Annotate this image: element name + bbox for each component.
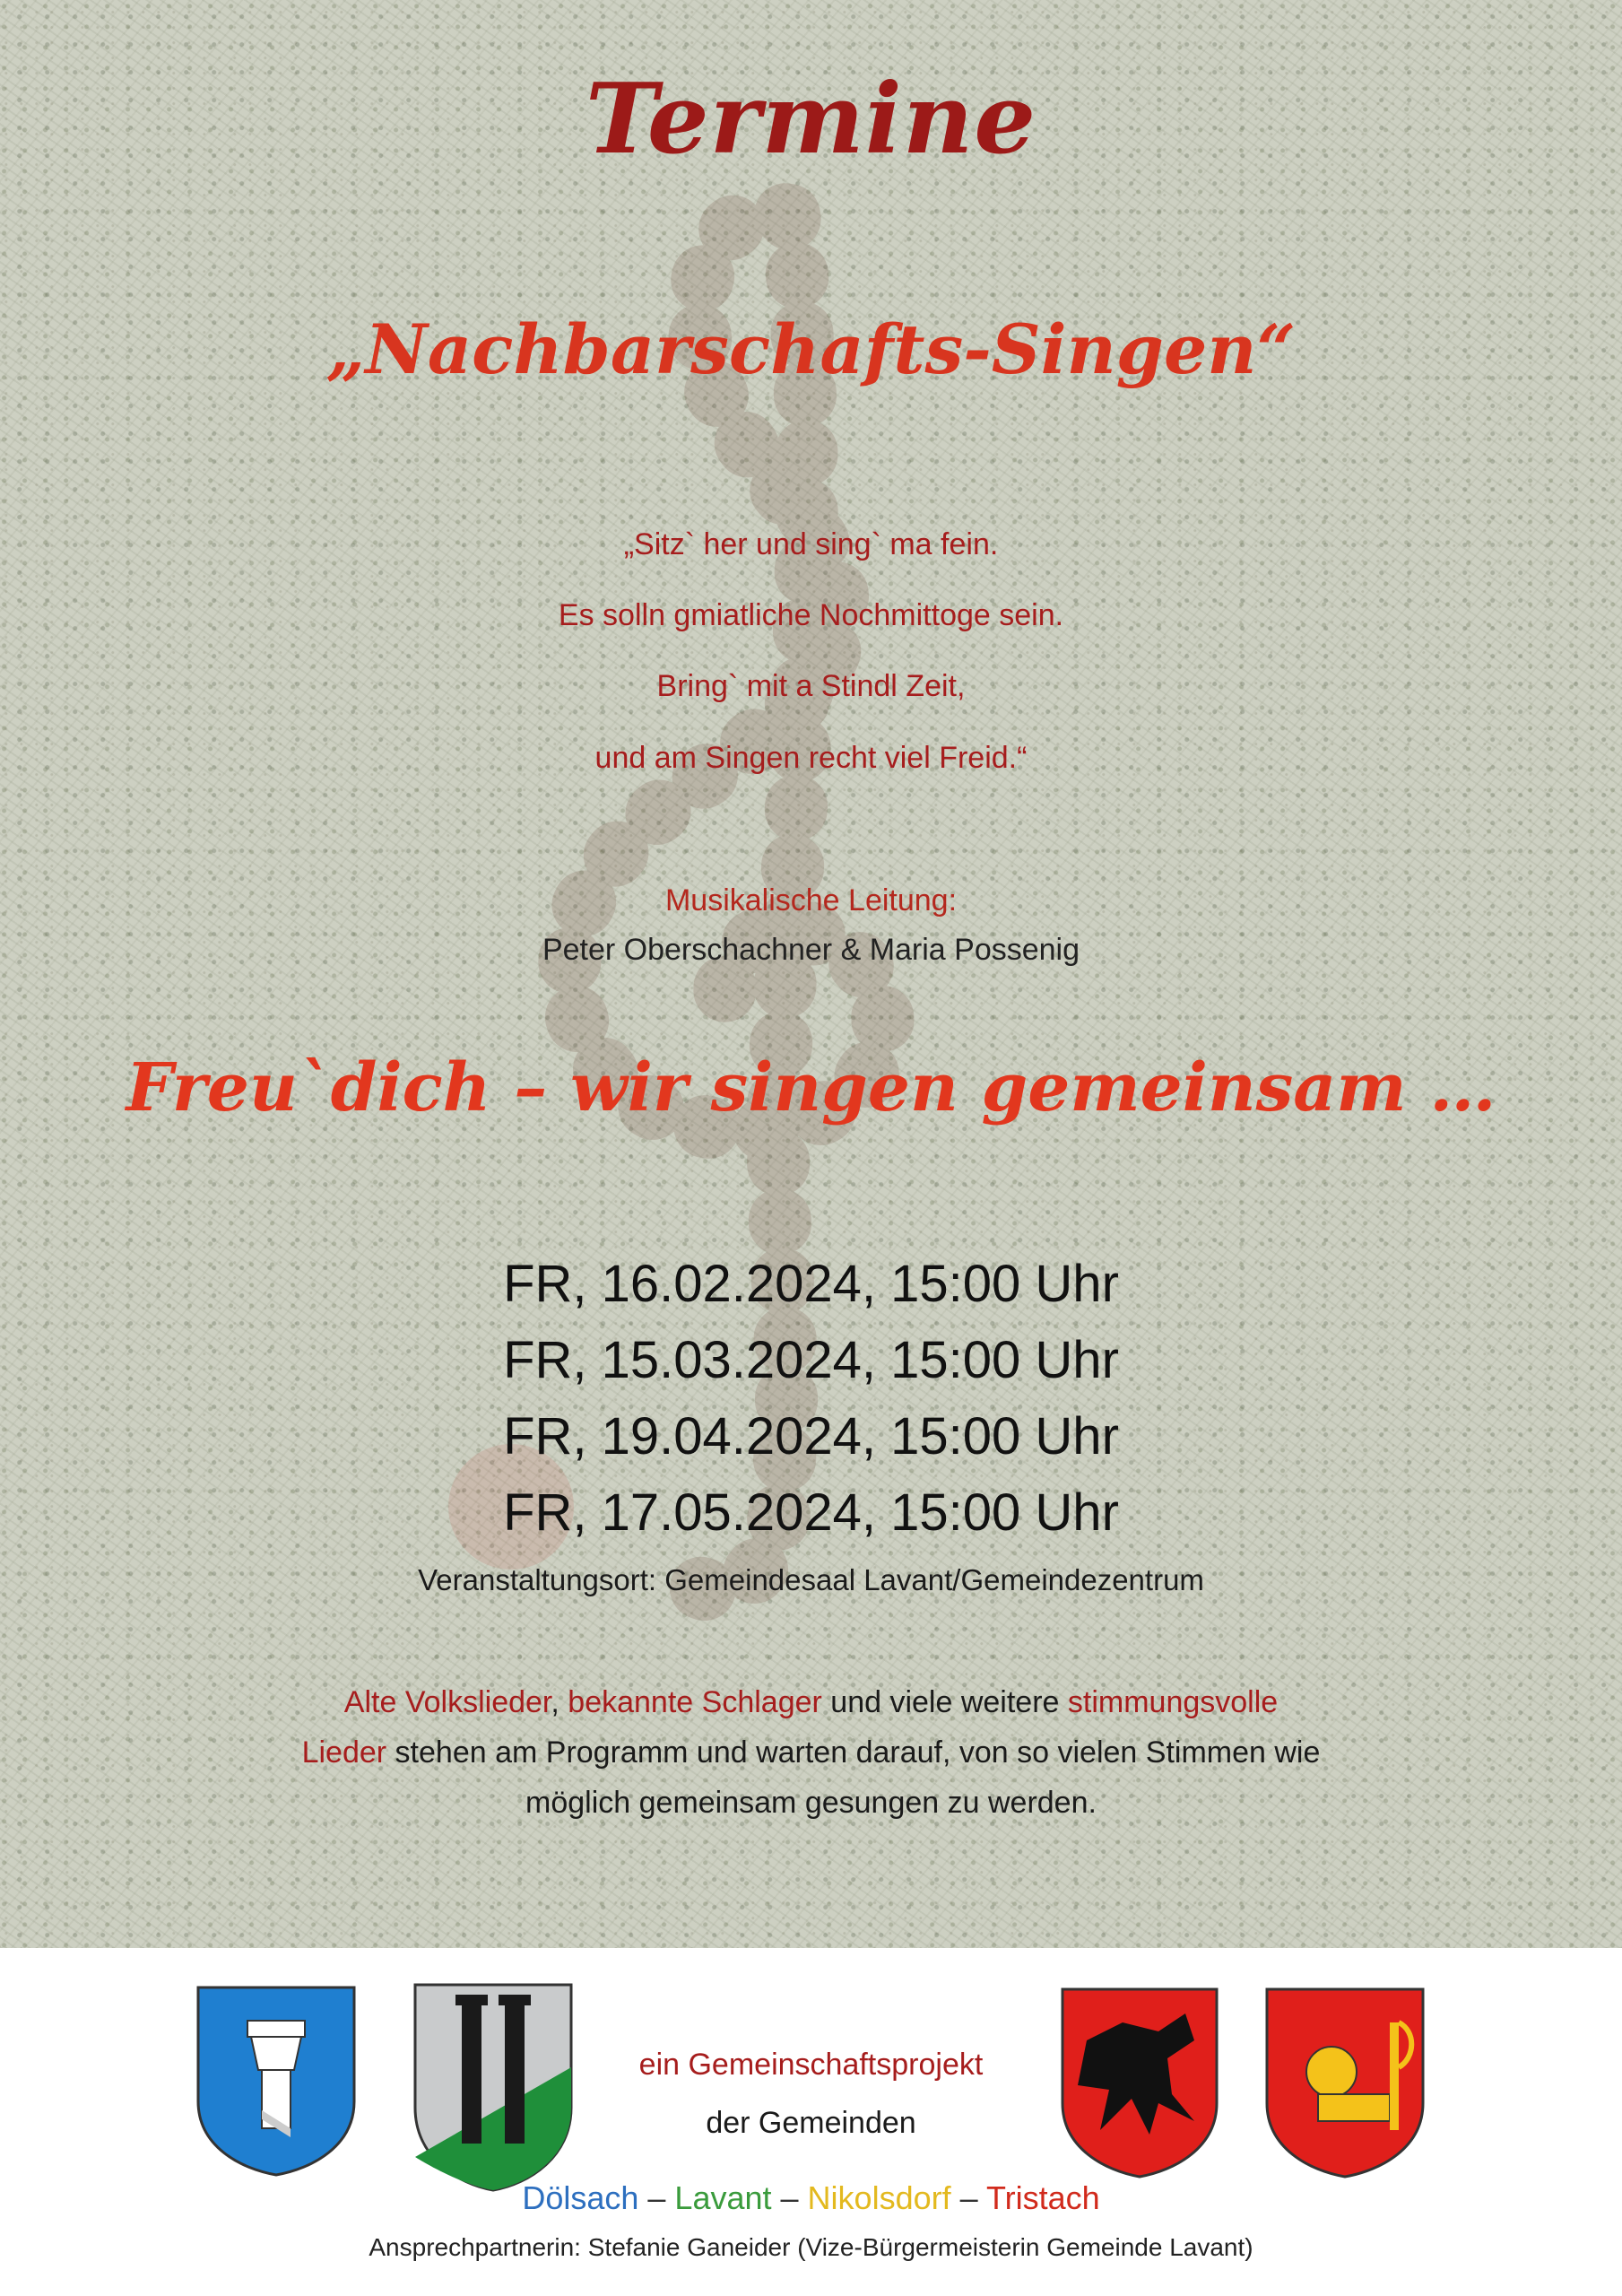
separator: – bbox=[771, 2179, 808, 2216]
slogan: Freu`dich – wir singen gemeinsam … bbox=[126, 1049, 1496, 1126]
leadership-names: Peter Oberschachner & Maria Possenig bbox=[542, 933, 1080, 967]
venue: Veranstaltungsort: Gemeindesaal Lavant/Gemeindezentrum bbox=[418, 1563, 1204, 1596]
poem-line: Bring` mit a Stindl Zeit, bbox=[656, 669, 966, 703]
event-date: FR, 16.02.2024, 15:00 Uhr bbox=[503, 1255, 1119, 1313]
separator: – bbox=[638, 2179, 675, 2216]
municipality-lavant: Lavant bbox=[674, 2179, 772, 2216]
separator: – bbox=[950, 2179, 986, 2216]
description-highlight: bekannte Schlager bbox=[568, 1685, 822, 1719]
nikolsdorf-crest bbox=[1060, 1987, 1219, 2179]
description-text: stehen am Programm und warten darauf, von so vielen Stimmen wie bbox=[386, 1735, 1321, 1770]
municipality-doelsach: Dölsach bbox=[522, 2179, 639, 2216]
contact-person: Ansprechpartnerin: Stefanie Ganeider (Vize-Bürgermeisterin Gemeinde Lavant) bbox=[369, 2233, 1253, 2261]
poem-line: und am Singen recht viel Freid.“ bbox=[594, 741, 1028, 775]
description-text: und viele weitere bbox=[821, 1685, 1068, 1719]
description-line bbox=[0, 1681, 1622, 1725]
lavant-crest bbox=[412, 1982, 574, 2193]
tristach-crest bbox=[1264, 1987, 1426, 2179]
description-highlight: stimmungsvolle bbox=[1067, 1685, 1279, 1719]
event-date: FR, 15.03.2024, 15:00 Uhr bbox=[503, 1331, 1119, 1389]
project-label: ein Gemeinschaftsprojekt bbox=[638, 2048, 984, 2082]
description-text: , bbox=[551, 1685, 568, 1719]
event-subtitle: „Nachbarschafts-Singen“ bbox=[325, 309, 1297, 389]
municipality-nikolsdorf: Nikolsdorf bbox=[807, 2179, 951, 2216]
description-line bbox=[0, 1731, 1622, 1775]
leadership-label: Musikalische Leitung: bbox=[664, 883, 958, 918]
event-date: FR, 17.05.2024, 15:00 Uhr bbox=[503, 1483, 1119, 1542]
municipalities-list bbox=[0, 2179, 1622, 2217]
poem-line: „Sitz` her und sing` ma fein. bbox=[623, 527, 999, 561]
description-highlight: Alte Volkslieder bbox=[343, 1685, 551, 1719]
poem-line: Es solln gmiatliche Nochmittoge sein. bbox=[558, 598, 1064, 632]
event-date: FR, 19.04.2024, 15:00 Uhr bbox=[503, 1407, 1119, 1465]
page-title: Termine bbox=[585, 63, 1037, 176]
description-line: möglich gemeinsam gesungen zu werden. bbox=[525, 1786, 1097, 1820]
description-highlight: Lieder bbox=[301, 1735, 387, 1770]
municipality-tristach: Tristach bbox=[985, 2179, 1100, 2216]
gemeinden-label: der Gemeinden bbox=[706, 2106, 916, 2140]
